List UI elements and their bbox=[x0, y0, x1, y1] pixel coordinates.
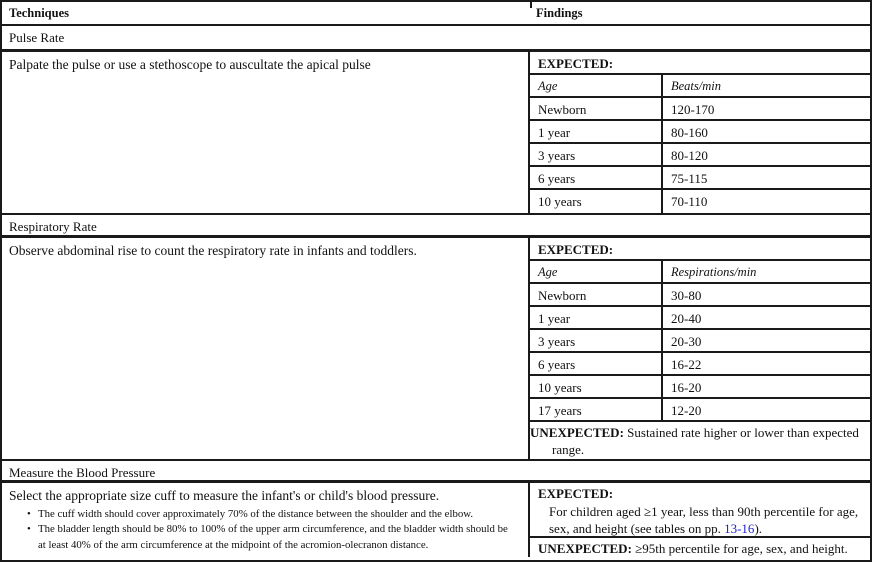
blood-pressure-unexpected-cell bbox=[530, 538, 870, 557]
respiratory-value-header: Respirations/min bbox=[671, 265, 757, 279]
value-cell: 80-160 bbox=[671, 125, 708, 140]
respiratory-rate-row bbox=[2, 238, 870, 461]
blood-pressure-bullet-list bbox=[27, 507, 514, 554]
table-row bbox=[530, 307, 870, 330]
blood-pressure-row bbox=[2, 483, 870, 557]
value-cell: 80-120 bbox=[671, 148, 708, 163]
table-row bbox=[530, 353, 870, 376]
table-row bbox=[530, 330, 870, 353]
value-cell: 70-110 bbox=[671, 194, 708, 209]
respiratory-expected-label: EXPECTED: bbox=[538, 242, 614, 257]
age-cell: 6 years bbox=[530, 353, 663, 374]
age-cell: 6 years bbox=[530, 167, 663, 188]
value-cell: 120-170 bbox=[671, 102, 715, 117]
age-cell: 1 year bbox=[530, 121, 663, 142]
pulse-findings-table bbox=[528, 52, 870, 213]
value-cell: 20-40 bbox=[671, 311, 702, 326]
pulse-age-header: Age bbox=[530, 75, 663, 96]
age-cell: 1 year bbox=[530, 307, 663, 328]
respiratory-technique-text: Observe abdominal rise to count the respiratory rate in infants and toddlers. bbox=[9, 243, 417, 258]
table-row bbox=[530, 190, 870, 213]
bullet-item: • The cuff width should cover approximately 70% of the distance between the shoulder and the elbow. bbox=[27, 507, 514, 523]
page-reference-link[interactable]: 13-16 bbox=[724, 520, 755, 536]
age-cell: Newborn bbox=[530, 284, 663, 305]
blood-pressure-technique-text: Select the appropriate size cuff to measure the infant's or child's blood pressure. bbox=[9, 487, 440, 503]
column-header-findings: Findings bbox=[536, 6, 583, 20]
value-cell: 12-20 bbox=[671, 403, 702, 418]
table-row bbox=[530, 167, 870, 190]
pulse-value-header: Beats/min bbox=[671, 79, 721, 93]
bullet-item: • The bladder length should be 80% to 100% of the upper arm circumference, and the bladder width should be at least 40% of the arm circumference at the midpoint of the acromion-olecranon distance. bbox=[27, 522, 514, 553]
blood-pressure-expected-cell bbox=[530, 483, 870, 538]
value-cell: 16-20 bbox=[671, 380, 702, 395]
age-cell: Newborn bbox=[530, 98, 663, 119]
table-row bbox=[530, 376, 870, 399]
respiratory-findings-table bbox=[528, 238, 870, 459]
age-cell: 10 years bbox=[530, 190, 663, 213]
blood-pressure-expected-text bbox=[538, 504, 862, 538]
value-cell: 20-30 bbox=[671, 334, 702, 349]
expected-label: EXPECTED: bbox=[538, 485, 614, 501]
table-row bbox=[530, 121, 870, 144]
table-header-row bbox=[2, 2, 870, 26]
header-column-divider-tick bbox=[530, 2, 532, 8]
blood-pressure-findings-table bbox=[528, 483, 870, 557]
respiratory-expected-row bbox=[530, 238, 870, 261]
expected-text-after-link: ). bbox=[754, 520, 763, 536]
value-cell: 16-22 bbox=[671, 357, 702, 372]
column-header-techniques: Techniques bbox=[9, 6, 69, 20]
value-cell: 75-115 bbox=[671, 171, 708, 186]
unexpected-body: Sustained rate higher or lower than expected range. bbox=[552, 425, 859, 457]
pulse-expected-label: EXPECTED: bbox=[538, 56, 614, 71]
section-header-respiratory-rate: Respiratory Rate bbox=[2, 215, 870, 238]
section-header-pulse-rate: Pulse Rate bbox=[2, 26, 870, 52]
section-header-blood-pressure: Measure the Blood Pressure bbox=[2, 461, 870, 483]
age-cell: 3 years bbox=[530, 144, 663, 165]
respiratory-unexpected-row bbox=[530, 422, 870, 459]
unexpected-label: UNEXPECTED: bbox=[530, 425, 624, 440]
respiratory-subheader-row bbox=[530, 261, 870, 284]
pulse-expected-row bbox=[530, 52, 870, 75]
pulse-subheader-row bbox=[530, 75, 870, 98]
pulse-rate-row bbox=[2, 52, 870, 215]
table-row bbox=[530, 98, 870, 121]
unexpected-body: ≥95th percentile for age, sex, and height. bbox=[631, 540, 848, 556]
value-cell: 30-80 bbox=[671, 288, 702, 303]
unexpected-label: UNEXPECTED: bbox=[538, 540, 632, 556]
table-row bbox=[530, 284, 870, 307]
age-cell: 10 years bbox=[530, 376, 663, 397]
respiratory-age-header: Age bbox=[530, 261, 663, 282]
age-cell: 17 years bbox=[530, 399, 663, 420]
table-row bbox=[530, 144, 870, 167]
blood-pressure-technique-cell bbox=[2, 483, 528, 557]
table-row bbox=[530, 399, 870, 422]
respiratory-unexpected-text bbox=[530, 422, 870, 459]
pulse-technique-text: Palpate the pulse or use a stethoscope to auscultate the apical pulse bbox=[9, 57, 371, 72]
age-cell: 3 years bbox=[530, 330, 663, 351]
expected-text-before-link: For children aged ≥1 year, less than 90th percentile for age, sex, and height (see tables on pp. bbox=[549, 503, 859, 536]
